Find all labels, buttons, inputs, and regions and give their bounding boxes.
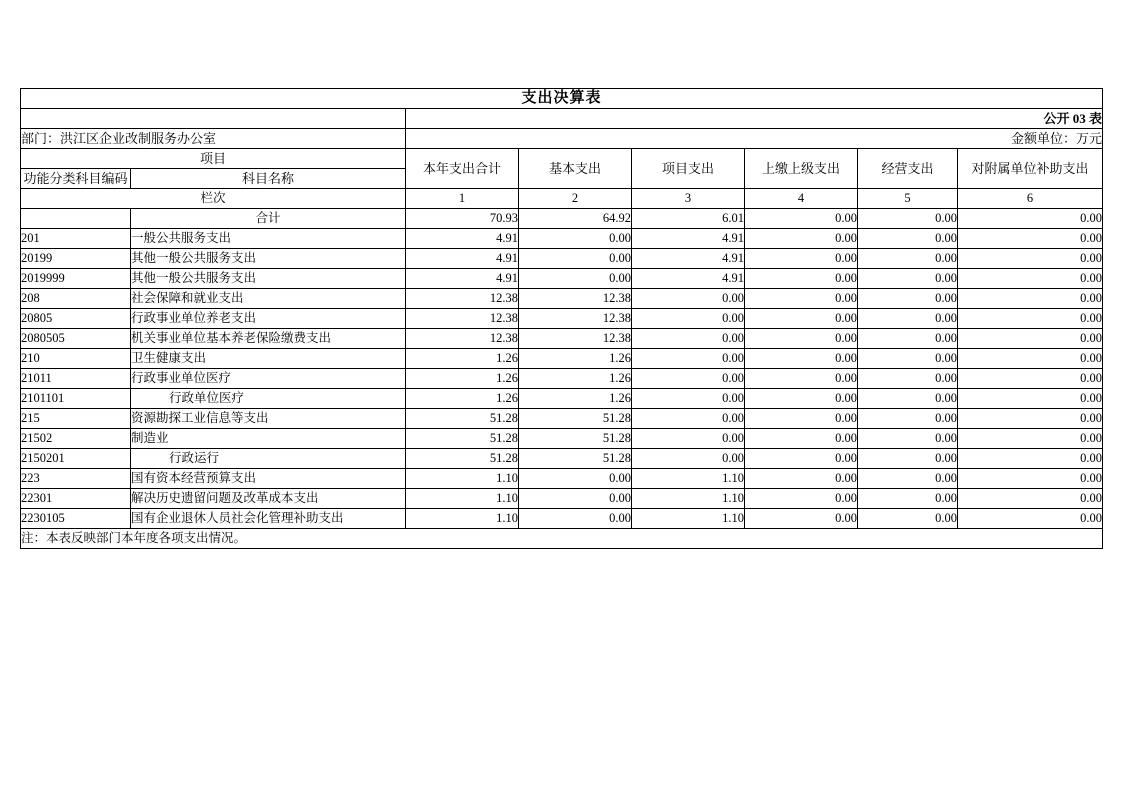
table-row (21, 309, 1103, 329)
row-value-2: 1.26 (519, 369, 632, 389)
table-row (21, 449, 1103, 469)
row-value-1: 4.91 (406, 249, 519, 269)
form-number: 公开 03 表 (406, 109, 1103, 129)
row-label-lanci: 栏次 (21, 189, 406, 209)
row-value-4: 0.00 (745, 369, 858, 389)
row-value-4: 0.00 (745, 469, 858, 489)
header-col-operating: 经营支出 (858, 149, 958, 189)
row-value-1: 4.91 (406, 269, 519, 289)
row-value-3: 0.00 (632, 309, 745, 329)
footnote: 注：本表反映部门本年度各项支出情况。 (21, 529, 1103, 549)
department-label: 部门：洪江区企业改制服务办公室 (21, 129, 406, 149)
row-value-3: 4.91 (632, 269, 745, 289)
row-code: 2080505 (21, 329, 131, 349)
header-col-total: 本年支出合计 (406, 149, 519, 189)
row-value-3: 0.00 (632, 289, 745, 309)
row-value-2: 0.00 (519, 249, 632, 269)
row-value-5: 0.00 (858, 409, 958, 429)
page-title: 支出决算表 (21, 89, 1103, 109)
row-value-6: 0.00 (958, 429, 1103, 449)
row-name: 卫生健康支出 (131, 349, 406, 369)
table-row (21, 489, 1103, 509)
row-value-1: 1.10 (406, 509, 519, 529)
row-code: 201 (21, 229, 131, 249)
row-value-6: 0.00 (958, 389, 1103, 409)
row-code: 2101101 (21, 389, 131, 409)
row-value-6: 0.00 (958, 249, 1103, 269)
row-value-2: 1.26 (519, 349, 632, 369)
table-row (21, 389, 1103, 409)
row-value-1: 51.28 (406, 449, 519, 469)
row-code: 2230105 (21, 509, 131, 529)
row-value-6: 0.00 (958, 329, 1103, 349)
row-value-3: 0.00 (632, 409, 745, 429)
row-value-4: 0.00 (745, 209, 858, 229)
row-value-5: 0.00 (858, 329, 958, 349)
row-value-1: 51.28 (406, 429, 519, 449)
table-row (21, 349, 1103, 369)
row-code (21, 209, 131, 229)
table-row (21, 289, 1103, 309)
row-value-1: 1.26 (406, 369, 519, 389)
row-value-6: 0.00 (958, 409, 1103, 429)
row-value-5: 0.00 (858, 449, 958, 469)
row-name: 合计 (131, 209, 406, 229)
row-value-4: 0.00 (745, 489, 858, 509)
row-value-1: 70.93 (406, 209, 519, 229)
table-row (21, 209, 1103, 229)
row-value-1: 1.10 (406, 469, 519, 489)
header-col-subsidy: 对附属单位补助支出 (958, 149, 1103, 189)
row-name: 社会保障和就业支出 (131, 289, 406, 309)
table-row (21, 429, 1103, 449)
row-value-1: 1.26 (406, 349, 519, 369)
row-name: 行政事业单位养老支出 (131, 309, 406, 329)
row-value-4: 0.00 (745, 249, 858, 269)
row-value-2: 0.00 (519, 269, 632, 289)
row-value-4: 0.00 (745, 269, 858, 289)
row-value-1: 12.38 (406, 329, 519, 349)
table-row (21, 249, 1103, 269)
row-value-5: 0.00 (858, 469, 958, 489)
row-value-2: 0.00 (519, 229, 632, 249)
row-value-2: 12.38 (519, 289, 632, 309)
amount-unit-label: 金额单位：万元 (406, 129, 1103, 149)
row-value-4: 0.00 (745, 409, 858, 429)
row-value-6: 0.00 (958, 229, 1103, 249)
header-col-basic: 基本支出 (519, 149, 632, 189)
row-value-3: 0.00 (632, 389, 745, 409)
row-value-4: 0.00 (745, 509, 858, 529)
row-value-4: 0.00 (745, 449, 858, 469)
row-value-2: 0.00 (519, 509, 632, 529)
row-value-1: 1.10 (406, 489, 519, 509)
table-row (21, 369, 1103, 389)
row-name: 行政单位医疗 (131, 389, 406, 409)
row-value-5: 0.00 (858, 429, 958, 449)
row-value-5: 0.00 (858, 269, 958, 289)
row-value-3: 1.10 (632, 509, 745, 529)
row-value-5: 0.00 (858, 509, 958, 529)
row-code: 2019999 (21, 269, 131, 289)
header-item-group: 项目 (21, 149, 406, 169)
row-name: 其他一般公共服务支出 (131, 249, 406, 269)
row-name: 机关事业单位基本养老保险缴费支出 (131, 329, 406, 349)
row-value-2: 0.00 (519, 489, 632, 509)
row-value-5: 0.00 (858, 349, 958, 369)
row-value-5: 0.00 (858, 309, 958, 329)
row-value-1: 51.28 (406, 409, 519, 429)
row-value-3: 0.00 (632, 429, 745, 449)
table-row (21, 269, 1103, 289)
expenditure-final-accounts-sheet (20, 88, 1102, 549)
row-value-3: 4.91 (632, 229, 745, 249)
row-code: 208 (21, 289, 131, 309)
colnum-2: 2 (519, 189, 632, 209)
row-value-6: 0.00 (958, 269, 1103, 289)
footnote-row (21, 529, 1103, 549)
row-value-6: 0.00 (958, 469, 1103, 489)
department-row (21, 129, 1103, 149)
table-row (21, 229, 1103, 249)
row-name: 行政事业单位医疗 (131, 369, 406, 389)
row-value-5: 0.00 (858, 209, 958, 229)
row-value-3: 0.00 (632, 449, 745, 469)
row-value-4: 0.00 (745, 229, 858, 249)
row-value-3: 0.00 (632, 369, 745, 389)
row-value-5: 0.00 (858, 489, 958, 509)
row-value-5: 0.00 (858, 249, 958, 269)
row-value-4: 0.00 (745, 329, 858, 349)
row-value-1: 12.38 (406, 289, 519, 309)
row-value-5: 0.00 (858, 229, 958, 249)
row-code: 210 (21, 349, 131, 369)
colnum-1: 1 (406, 189, 519, 209)
row-value-2: 51.28 (519, 429, 632, 449)
row-value-5: 0.00 (858, 289, 958, 309)
row-value-6: 0.00 (958, 349, 1103, 369)
row-value-6: 0.00 (958, 209, 1103, 229)
header-col-project: 项目支出 (632, 149, 745, 189)
row-name: 行政运行 (131, 449, 406, 469)
colnum-6: 6 (958, 189, 1103, 209)
colnum-5: 5 (858, 189, 958, 209)
row-value-4: 0.00 (745, 429, 858, 449)
header-col-upper: 上缴上级支出 (745, 149, 858, 189)
column-number-row (21, 189, 1103, 209)
report-table (20, 88, 1103, 549)
row-name: 资源勘探工业信息等支出 (131, 409, 406, 429)
header-col-code: 功能分类科目编码 (21, 169, 131, 189)
row-value-2: 51.28 (519, 449, 632, 469)
row-value-6: 0.00 (958, 509, 1103, 529)
row-value-6: 0.00 (958, 489, 1103, 509)
table-row (21, 509, 1103, 529)
row-value-1: 4.91 (406, 229, 519, 249)
row-value-2: 64.92 (519, 209, 632, 229)
row-name: 国有资本经营预算支出 (131, 469, 406, 489)
row-name: 一般公共服务支出 (131, 229, 406, 249)
row-value-3: 6.01 (632, 209, 745, 229)
row-value-6: 0.00 (958, 309, 1103, 329)
table-row (21, 329, 1103, 349)
row-code: 2150201 (21, 449, 131, 469)
header-col-name: 科目名称 (131, 169, 406, 189)
colnum-4: 4 (745, 189, 858, 209)
row-value-5: 0.00 (858, 389, 958, 409)
row-code: 20805 (21, 309, 131, 329)
row-value-4: 0.00 (745, 349, 858, 369)
row-value-3: 0.00 (632, 349, 745, 369)
row-code: 215 (21, 409, 131, 429)
sheet-title-row (21, 89, 1103, 109)
row-code: 22301 (21, 489, 131, 509)
row-value-6: 0.00 (958, 449, 1103, 469)
row-value-3: 4.91 (632, 249, 745, 269)
row-code: 21011 (21, 369, 131, 389)
row-value-3: 1.10 (632, 489, 745, 509)
spacer-left (21, 109, 406, 129)
row-value-4: 0.00 (745, 389, 858, 409)
header-item-row (21, 149, 1103, 169)
row-code: 223 (21, 469, 131, 489)
row-code: 21502 (21, 429, 131, 449)
row-value-5: 0.00 (858, 369, 958, 389)
table-row (21, 469, 1103, 489)
row-code: 20199 (21, 249, 131, 269)
row-value-2: 51.28 (519, 409, 632, 429)
row-name: 其他一般公共服务支出 (131, 269, 406, 289)
row-value-6: 0.00 (958, 289, 1103, 309)
table-row (21, 409, 1103, 429)
row-name: 解决历史遗留问题及改革成本支出 (131, 489, 406, 509)
row-value-2: 12.38 (519, 309, 632, 329)
row-value-2: 0.00 (519, 469, 632, 489)
row-name: 制造业 (131, 429, 406, 449)
form-number-row (21, 109, 1103, 129)
row-value-2: 12.38 (519, 329, 632, 349)
row-value-4: 0.00 (745, 289, 858, 309)
row-value-6: 0.00 (958, 369, 1103, 389)
row-value-4: 0.00 (745, 309, 858, 329)
row-value-2: 1.26 (519, 389, 632, 409)
row-value-3: 0.00 (632, 329, 745, 349)
row-value-1: 12.38 (406, 309, 519, 329)
row-value-1: 1.26 (406, 389, 519, 409)
row-name: 国有企业退休人员社会化管理补助支出 (131, 509, 406, 529)
row-value-3: 1.10 (632, 469, 745, 489)
colnum-3: 3 (632, 189, 745, 209)
